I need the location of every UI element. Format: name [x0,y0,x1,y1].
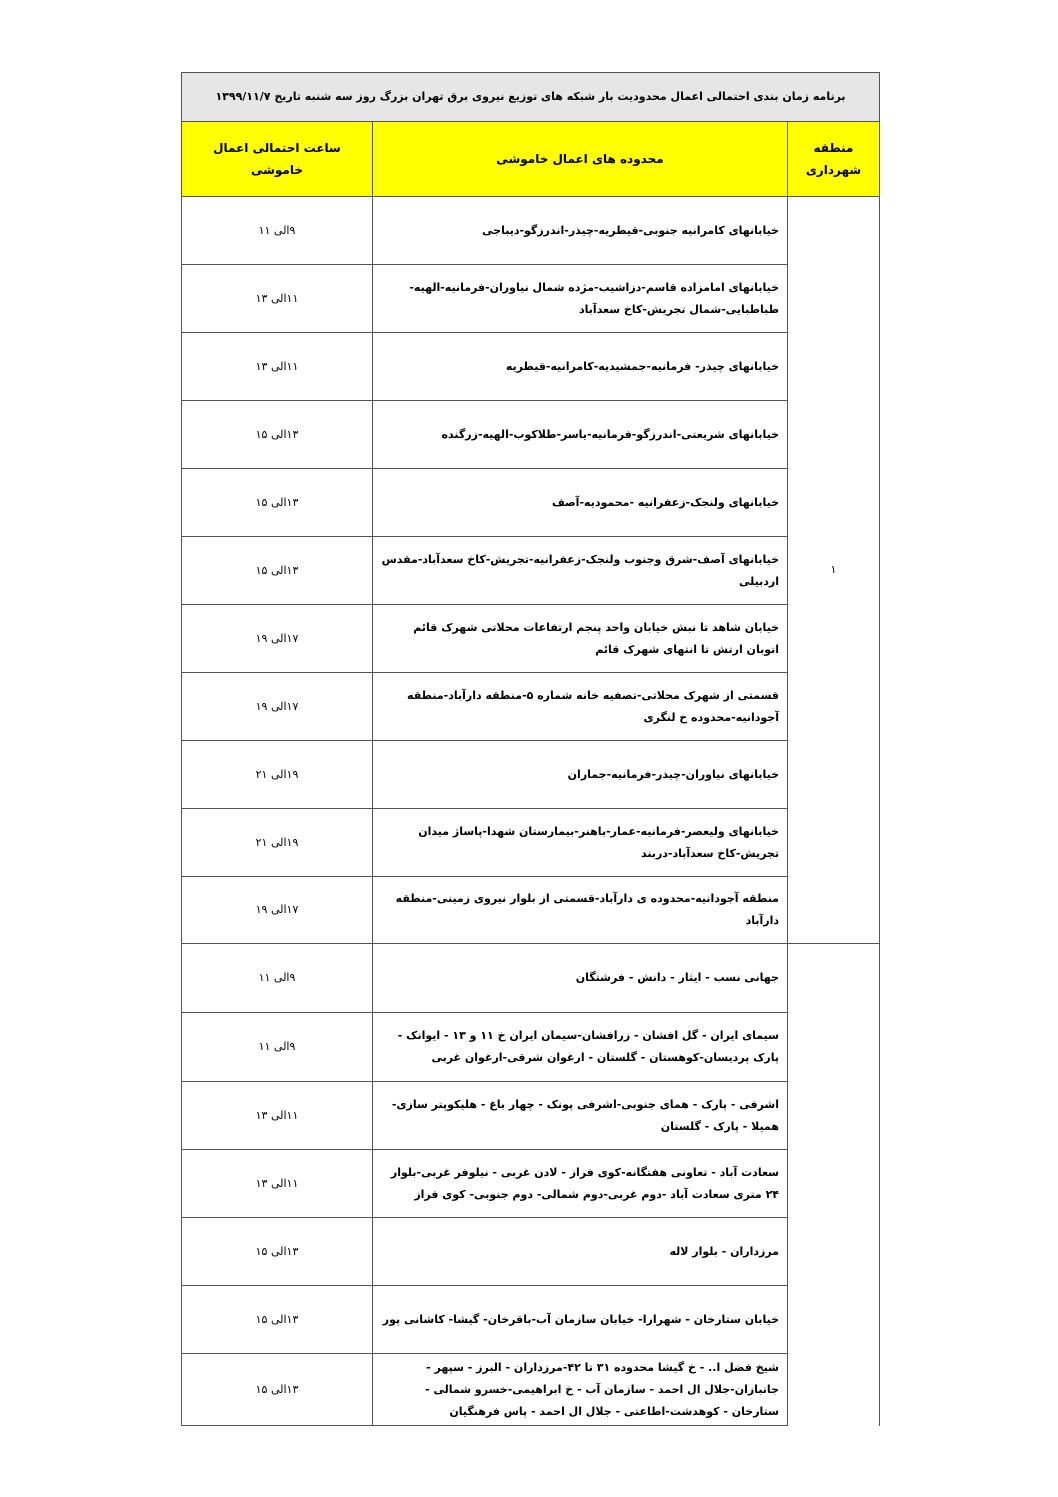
area-cell: شیخ فضل ا.. - خ گیشا محدوده ۳۱ تا ۴۲-مرزداران - البرز - سپهر - جانبازان-جلال ال احمد - سازمان آب - خ ابراهیمی-خسرو شمالی - ستارخان - کوهدشت-اطاعتی - جلال ال احمد - پاس فرهنگیان [373,1354,788,1426]
area-cell: خیابانهای چیذر- فرمانیه-جمشیدیه-کامرانیه-قیطریه [373,333,788,401]
header-region: منطقه شهرداری [788,122,880,197]
table-row [182,469,880,537]
time-cell: ۱۳الی ۱۵ [182,1286,373,1354]
time-cell: ۱۳الی ۱۵ [182,469,373,537]
table-row [182,197,880,265]
area-cell: خیابانهای امامزاده قاسم-دزاشیب-مژده شمال نیاوران-فرمانیه-الهیه-طباطبایی-شمال تجریش-کاخ سعدآباد [373,265,788,333]
table-row [182,1150,880,1218]
area-cell: منطقه آجودانیه-محدوده ی دارآباد-قسمتی از بلوار نیروی زمینی-منطقه دارآباد [373,877,788,944]
area-cell: خیابانهای کامرانیه جنوبی-قیطریه-چیذر-اندرزگو-دیباجی [373,197,788,265]
area-cell: خیابانهای آصف-شرق وجنوب ولنجک-زعفرانیه-تجریش-کاخ سعدآباد-مقدس اردبیلی [373,537,788,605]
time-cell: ۹الی ۱۱ [182,197,373,265]
blackout-schedule-table [181,72,880,1426]
time-cell: ۱۱الی ۱۳ [182,265,373,333]
table-row [182,741,880,809]
time-cell: ۱۳الی ۱۵ [182,401,373,469]
area-cell: سعادت آباد - تعاونی هفتگانه-کوی فراز - لادن غربی - نیلوفر غربی-بلوار ۲۴ متری سعادت آباد -دوم غربی-دوم شمالی- دوم جنوبی- کوی فراز [373,1150,788,1218]
area-cell: خیابانهای ولیعصر-فرمانیه-عمار-باهنر-بیمارستان شهدا-پاساژ میدان تجریش-کاخ سعدآباد-دربند [373,809,788,877]
area-cell: خیابانهای ولنجک-زعفرانیه -محمودیه-آصف [373,469,788,537]
time-cell: ۱۱الی ۱۳ [182,1150,373,1218]
time-cell: ۱۱الی ۱۳ [182,333,373,401]
area-cell: اشرفی - پارک - همای جنوبی-اشرفی پونک - چهار باغ - هلیکوپتر سازی-همیلا - پارک - گلستان [373,1082,788,1150]
area-cell: جهانی نسب - ایثار - دانش - فرشتگان [373,944,788,1013]
area-cell: خیابان ستارخان - شهرارا- خیابان سازمان آب-باقرخان- گیشا- کاشانی پور [373,1286,788,1354]
time-cell: ۹الی ۱۱ [182,1013,373,1082]
time-cell: ۱۷الی ۱۹ [182,605,373,673]
time-cell: ۱۳الی ۱۵ [182,1354,373,1426]
region-cell [788,944,880,1426]
table-row [182,1218,880,1286]
table-row [182,401,880,469]
schedule-sheet [181,72,879,1426]
table-row [182,265,880,333]
header-time: ساعت احتمالی اعمال خاموشی [182,122,373,197]
area-cell: خیابان شاهد تا نبش خیابان واحد پنجم ارتفاعات محلاتی شهرک قائم اتوبان ارتش تا انتهای شهرک قائم [373,605,788,673]
region-cell: ۱ [788,197,880,944]
time-cell: ۱۷الی ۱۹ [182,673,373,741]
area-cell: قسمتی از شهرک محلاتی-تصفیه خانه شماره ۵-منطقه دارآباد-منطقه آجودانیه-محدوده خ لنگری [373,673,788,741]
table-title: برنامه زمان بندی احتمالی اعمال محدودیت بار شبکه های توزیع نیروی برق تهران بزرگ روز سه شنبه تاریخ ۱۳۹۹/۱۱/۷ [182,73,880,122]
table-row [182,809,880,877]
table-row [182,1013,880,1082]
area-cell: خیابانهای نیاوران-چیذر-فرمانیه-جماران [373,741,788,809]
area-cell: سیمای ایران - گل افشان - زرافشان-سیمان ایران خ ۱۱ و ۱۳ - ایوانک - پارک پردیسان-کوهستان - گلستان - ارغوان شرقی-ارغوان غربی [373,1013,788,1082]
time-cell: ۱۷الی ۱۹ [182,877,373,944]
table-row [182,333,880,401]
area-cell: خیابانهای شریعتی-اندرزگو-فرمانیه-یاسر-طلاکوب-الهیه-زرگنده [373,401,788,469]
table-row [182,673,880,741]
time-cell: ۱۹الی ۲۱ [182,741,373,809]
table-row [182,1354,880,1426]
table-row [182,537,880,605]
table-row [182,1082,880,1150]
area-cell: مرزداران - بلوار لاله [373,1218,788,1286]
table-row [182,1286,880,1354]
table-row [182,944,880,1013]
header-row [182,122,880,197]
time-cell: ۹الی ۱۱ [182,944,373,1013]
time-cell: ۱۳الی ۱۵ [182,1218,373,1286]
header-areas: محدوده های اعمال خاموشی [373,122,788,197]
time-cell: ۱۱الی ۱۳ [182,1082,373,1150]
table-row [182,605,880,673]
time-cell: ۱۹الی ۲۱ [182,809,373,877]
time-cell: ۱۳الی ۱۵ [182,537,373,605]
table-row [182,877,880,944]
